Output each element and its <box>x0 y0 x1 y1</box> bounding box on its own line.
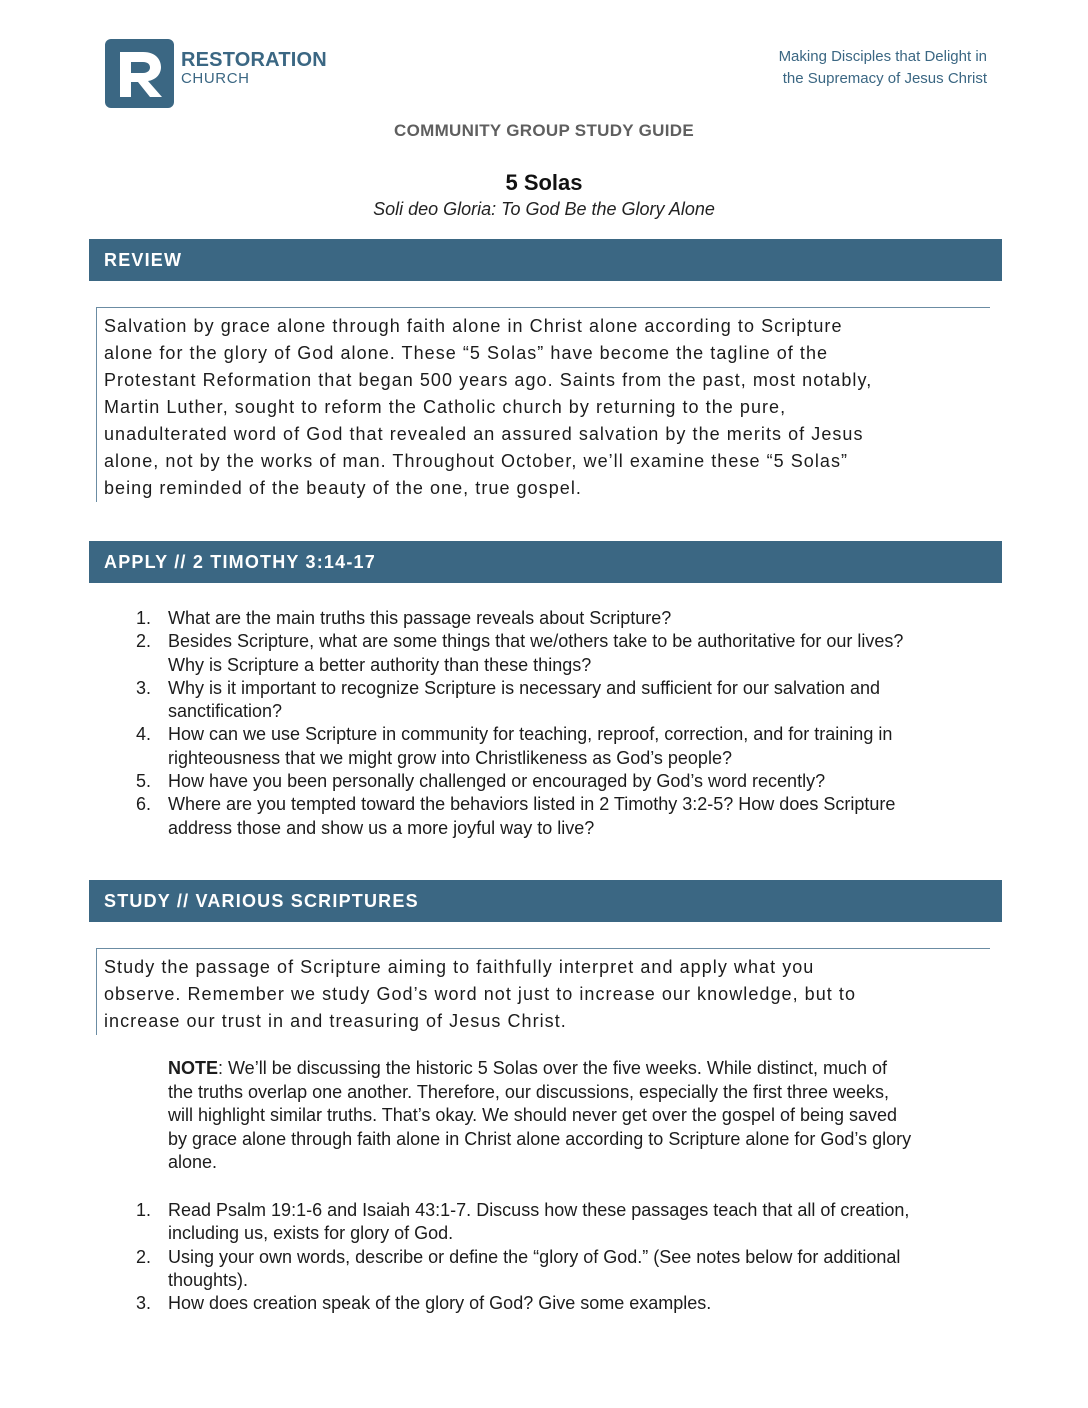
apply-question <box>136 793 996 840</box>
question-line: Besides Scripture, what are some things that we/others take to be authoritative for our lives? <box>168 631 904 652</box>
question-line: Where are you tempted toward the behaviors listed in 2 Timothy 3:2-5? How does Scripture <box>168 794 896 815</box>
study-questions-list <box>136 1199 996 1315</box>
question-line: thoughts). <box>168 1269 249 1290</box>
study-intro-box <box>96 948 990 1035</box>
study-question <box>136 1199 996 1246</box>
apply-section-header: APPLY // 2 TIMOTHY 3:14-17 <box>89 541 1002 583</box>
document-title: 5 Solas <box>505 170 583 195</box>
apply-question <box>136 607 996 630</box>
logo-line2: CHURCH <box>181 70 250 87</box>
apply-questions-list <box>136 607 996 840</box>
apply-question <box>136 770 996 793</box>
question-line: What are the main truths this passage reveals about Scripture? <box>168 608 672 628</box>
review-line: Salvation by grace alone through faith alone in Christ alone according to Scripture <box>104 316 843 336</box>
tagline-line2: the Supremacy of Jesus Christ <box>782 70 987 87</box>
church-logo-wordmark <box>181 49 327 86</box>
note-line <box>168 1057 996 1081</box>
review-line: unadulterated word of God that revealed an assured salvation by the merits of Jesus <box>104 424 864 444</box>
question-number: 2. <box>136 1246 152 1267</box>
note-line: the truths overlap one another. Therefore, our discussions, especially the first three weeks, <box>168 1081 890 1102</box>
question-line: Why is Scripture a better authority than these things? <box>168 654 592 675</box>
question-line: righteousness that we might grow into Christlikeness as God’s people? <box>168 747 732 768</box>
question-number: 2. <box>136 631 152 652</box>
study-note <box>168 1057 996 1175</box>
note-label: NOTE <box>168 1058 219 1078</box>
study-question <box>136 1246 996 1293</box>
question-number: 4. <box>136 724 152 745</box>
review-section-header: REVIEW <box>89 239 1002 281</box>
review-line: Martin Luther, sought to reform the Catholic church by returning to the pure, <box>104 397 787 417</box>
question-number: 1. <box>136 1200 152 1220</box>
question-line: Read Psalm 19:1-6 and Isaiah 43:1-7. Discuss how these passages teach that all of creation, <box>168 1200 910 1220</box>
note-line: will highlight similar truths. That’s okay. We should never get over the gospel of being saved <box>168 1105 898 1126</box>
review-line: Protestant Reformation that began 500 years ago. Saints from the past, most notably, <box>104 370 873 390</box>
study-intro-line: observe. Remember we study God’s word not just to increase our knowledge, but to <box>104 984 857 1004</box>
review-line: alone for the glory of God alone. These “5 Solas” have become the tagline of the <box>104 343 829 363</box>
apply-question <box>136 677 996 724</box>
question-line: How does creation speak of the glory of God? Give some examples. <box>168 1293 712 1314</box>
question-line: sanctification? <box>168 701 283 722</box>
question-number: 1. <box>136 608 152 628</box>
question-line: address those and show us a more joyful way to live? <box>168 817 595 838</box>
review-line: being reminded of the beauty of the one, true gospel. <box>104 478 582 498</box>
logo-line1: RESTORATION <box>181 49 327 71</box>
tagline-line1: Making Disciples that Delight in <box>778 48 987 65</box>
review-line: alone, not by the works of man. Throughout October, we’ll examine these “5 Solas” <box>104 451 849 471</box>
document-heading: COMMUNITY GROUP STUDY GUIDE <box>394 121 694 140</box>
question-number: 6. <box>136 794 152 815</box>
study-intro-line: Study the passage of Scripture aiming to faithfully interpret and apply what you <box>104 957 815 977</box>
apply-question <box>136 723 996 770</box>
note-line: alone. <box>168 1152 218 1173</box>
question-line: Using your own words, describe or define the “glory of God.” (See notes below for additional <box>168 1246 901 1267</box>
study-intro-line: increase our trust in and treasuring of Jesus Christ. <box>104 1011 567 1031</box>
question-number: 5. <box>136 771 152 792</box>
note-text: : We’ll be discussing the historic 5 Solas over the five weeks. While distinct, much of <box>218 1058 887 1078</box>
question-line: How have you been personally challenged or encouraged by God’s word recently? <box>168 771 826 792</box>
study-section-header: STUDY // VARIOUS SCRIPTURES <box>89 880 1002 922</box>
document-subtitle: Soli deo Gloria: To God Be the Glory Alone <box>373 199 715 219</box>
question-number: 3. <box>136 677 152 698</box>
study-question <box>136 1292 996 1315</box>
review-text-box <box>96 307 990 502</box>
question-line: How can we use Scripture in community for teaching, reproof, correction, and for training in <box>168 724 893 745</box>
church-logo-icon <box>105 39 174 108</box>
question-line: including us, exists for glory of God. <box>168 1223 454 1244</box>
note-line: by grace alone through faith alone in Christ alone according to Scripture alone for God’s glory <box>168 1128 912 1149</box>
apply-question <box>136 630 996 677</box>
church-tagline <box>779 46 987 90</box>
question-number: 3. <box>136 1293 152 1314</box>
question-line: Why is it important to recognize Scripture is necessary and sufficient for our salvation and <box>168 677 881 698</box>
